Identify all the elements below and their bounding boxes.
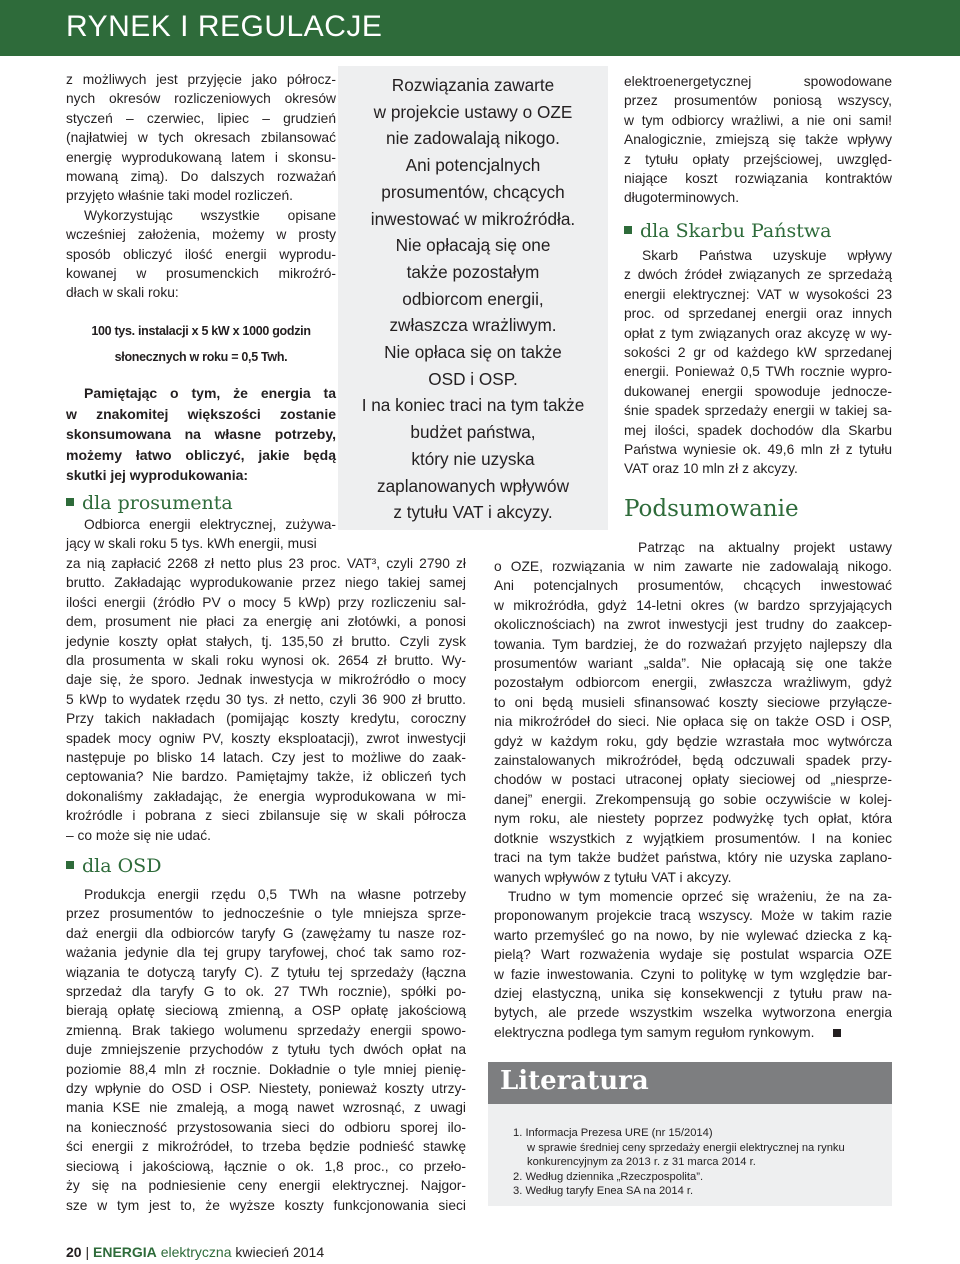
- literature-list: [513, 1126, 883, 1199]
- left-bold-text: [66, 383, 336, 486]
- text-line: zmienną. Brak takiego wolumenu sprzedaży energii spowo-: [66, 1022, 466, 1038]
- text-line: poziomie 88,4 mln zł rocznie. Dokładnie o tyle mniej pienię-: [66, 1061, 466, 1077]
- footer-separator: |: [85, 1244, 90, 1260]
- pullquote-line: zaplanowanych wpływów: [376, 475, 570, 496]
- pullquote-line: Nie opłacają się one: [395, 235, 551, 256]
- text-line: kroźródle i pobrana z sieci zbilansuje się w skali półrocza: [66, 808, 466, 824]
- left-intro-text: [66, 70, 336, 303]
- text-line: styczeń – czerwiec, lipiec – grudzień: [66, 110, 336, 126]
- text-line: dzy wpłynie do OSD i OSP. Niestety, ponieważ koszty utrzy-: [66, 1081, 466, 1097]
- pullquote-text: [338, 72, 608, 526]
- text-line: daje się, że sporo. Jednak inwestycja w mikroźródło o mocy: [66, 672, 466, 688]
- text-line: Wykorzystując wszystkie opisane: [84, 207, 336, 223]
- text-line: sze w tym jest to, że wyższe koszty funkcjonowania sieci: [66, 1197, 466, 1213]
- pullquote-line: odbiorcom energii,: [402, 288, 544, 309]
- text-line: możemy łatwo obliczyć, jakie będą: [66, 446, 336, 463]
- pullquote-line: Rozwiązania zawarte: [391, 75, 555, 95]
- text-line: proponowanym projekcie tracą wszyscy. Może w takim razie: [494, 908, 892, 924]
- text-line: (najłatwiej w tych okresach zbilansować: [66, 130, 336, 146]
- text-line: warto przemyśleć go na nowo, by nie wylewać dziecka z ką-: [494, 927, 892, 943]
- summary-heading: Podsumowanie: [624, 496, 799, 522]
- prosumer-heading: dla prosumenta: [66, 492, 233, 514]
- issue-date: kwiecień 2014: [235, 1244, 325, 1260]
- text-line: daż energii dla odbiorców taryfy G (zawężamy tu nasze roz-: [66, 925, 466, 941]
- pullquote-line: zwłaszcza wrażliwym.: [389, 315, 557, 336]
- bullet-square-icon: [66, 498, 74, 506]
- text-line: sieciową i jakościową, łącznie o ok. 1,8 proc., co przeło-: [66, 1158, 466, 1174]
- text-line: niające koszt rozwiązania kontraktów: [624, 171, 892, 187]
- text-line: towania. Tym bardziej, że do rozważań przyjęto najlepszy dla: [494, 636, 892, 652]
- pullquote-line: inwestować w mikroźródła.: [370, 208, 576, 229]
- footer: [66, 1244, 324, 1260]
- text-line: opłat z tym związanych oraz akcyzę w wy-: [624, 325, 892, 341]
- text-line: w fazie inwestowania. Czyni to politykę w tym względzie bar-: [494, 966, 892, 982]
- text-line: z dwóch źródeł związanych ze sprzedażą: [624, 267, 892, 283]
- text-line: traci na tym także budżet państwa, który nie uzyska zaplano-: [494, 850, 892, 866]
- text-line: proc. od sprzedanej energii oraz innych: [624, 306, 892, 322]
- text-line: duje zmniejszenie przychodów z tytułu tych dwóch opłat na: [66, 1042, 466, 1058]
- text-line: gdyż w każdym roku, gdy będzie wzrastała moc wytwórcza: [494, 733, 892, 749]
- pullquote-line: Nie opłaca się on także: [384, 342, 562, 363]
- text-line: Przy takich nakładach (pomijając koszty kredytu, coroczny: [66, 711, 466, 727]
- pullquote-line: Ani potencjalnych: [405, 155, 541, 176]
- text-line: Ani potencjalnych prosumentów, chcących inwestować: [494, 578, 892, 594]
- text-line: nym roku, ale niestety poprzez podwyżkę tych opłat, która: [494, 811, 892, 827]
- text-line: sokości 2 gr od każdego kW sprzedanej: [624, 345, 892, 361]
- text-line: Produkcja energii rzędu 0,5 TWh na własne potrzeby: [84, 887, 466, 902]
- summary-text: [494, 557, 892, 1042]
- pullquote-line: prosumentów, chcących: [381, 181, 565, 202]
- text-line: dukowanej energii spowoduje jednocze-: [624, 383, 892, 399]
- text-line: śnie spadek sprzedaży energii w takiej sa-: [624, 403, 892, 419]
- literature-item-continuation: w sprawie średniej ceny sprzedaży energii elektrycznej na rynku: [527, 1141, 845, 1154]
- bullet-square-icon: [66, 861, 74, 869]
- text-line: sposób obliczyć ilość energii wyprodu-: [66, 246, 336, 262]
- text-line: w mikroźródła, gdyż 14-letni okres (w bardzo sprzyjających: [494, 597, 892, 613]
- text-line: z tytułu opłaty przejściowej, uwzględ-: [624, 151, 892, 167]
- text-line: dla prosumenta w skali roku wynosi ok. 2654 zł brutto. Wy-: [66, 653, 466, 669]
- literature-item-continuation: konkurencyjnym za 2013 r. z 31 marca 2014 r.: [527, 1156, 756, 1168]
- text-line: Analogicznie, zmiejszą się także wpływy: [624, 132, 892, 148]
- right-top-text: [624, 72, 892, 208]
- end-of-article-square-icon: [833, 1029, 841, 1037]
- literature-heading: Literatura: [500, 1066, 649, 1096]
- text-line: elektroenergetycznej spowodowane: [624, 74, 892, 89]
- text-line: wiązania te dotyczą taryfy C). Z tytułu tej sprzedaży (łączna: [66, 964, 466, 980]
- pullquote-line: nie zadowalają nikogo.: [386, 128, 560, 149]
- literature-item-title: 2. Według dziennika „Rzeczpospolita”.: [513, 1170, 704, 1183]
- text-line: skonsumowana na własne potrzeby,: [66, 426, 336, 442]
- page-number: 20: [66, 1244, 82, 1260]
- text-line: prosumentów wariant „salda”. Nie opłacają się one także: [494, 656, 892, 672]
- magazine-name-rest: elektryczna: [160, 1244, 232, 1260]
- text-line: jący w skali roku 5 tys. kWh energii, musi: [66, 536, 317, 552]
- pullquote-line: także pozostałym: [406, 261, 540, 282]
- text-line: przez prosumentów to jednocześnie o tyle mniejsza sprze-: [66, 906, 466, 922]
- text-line: następuje po blisko 14 latach. Czy jest to możliwe do zaak-: [66, 750, 466, 766]
- text-line: mej ilości, spadek dochodów dla Skarbu: [624, 422, 892, 438]
- magazine-name: ENERGIA: [93, 1244, 157, 1260]
- text-line: Skarb Państwa uzyskuje wpływy: [642, 248, 892, 263]
- text-line: ilości energii (źródło PV o mocy 5 kWp) przy rozliczeniu sal-: [66, 594, 466, 610]
- literature-item-title: 1. Informacja Prezesa URE (nr 15/2014): [513, 1127, 713, 1139]
- text-line: dłach w skali roku:: [66, 285, 179, 301]
- text-line: przez prosumentów poniosą wszyscy,: [624, 93, 892, 109]
- formula-line: słonecznych w roku = 0,5 Twh.: [114, 350, 288, 364]
- literature-item: [513, 1126, 883, 1170]
- pullquote-line: w projekcie ustawy o OZE: [373, 101, 573, 122]
- text-line: energii elektrycznej: VAT w wysokości 23: [624, 286, 892, 302]
- text-line: zainstalowanych mikroźródeł, będą odczuwali spadek przy-: [494, 753, 892, 769]
- text-line: energię wyprodukowaną latem i skonsu-: [66, 149, 336, 165]
- literature-item-title: 3. Według taryfy Enea SA na 2014 r.: [513, 1185, 694, 1197]
- text-line: skutki jej wyprodukowania:: [66, 467, 249, 483]
- text-line: dokonaliśmy zakładając, że energia wyprodukowana w mi-: [66, 788, 466, 804]
- pullquote-line: I na koniec traci na tym także: [361, 395, 585, 416]
- text-line: okolicznościach) na zwrot inwestycji jest trudny do zaakcep-: [494, 617, 892, 633]
- treasury-heading: dla Skarbu Państwa: [624, 220, 831, 242]
- text-line: VAT oraz 10 mln zł z akcyzy.: [624, 461, 798, 477]
- pullquote-line: który nie uzyska: [411, 448, 535, 469]
- text-line: sprzedaż dla taryfy G to ok. 27 TWh rocznie), spółki po-: [66, 984, 466, 1000]
- text-line: nia mikroźródeł do sieci. Nie opłaca się on także OSD i OSP,: [494, 714, 892, 730]
- text-line: nych okresów rozliczeniowych okresów: [66, 91, 336, 107]
- text-line: wcześniej założenia, możemy w prosty: [66, 227, 336, 243]
- text-line: w tym odbiorcy wrażliwi, a nie oni sami!: [624, 112, 892, 128]
- osd-heading: dla OSD: [66, 855, 161, 877]
- prosumer-text-wide: [66, 554, 466, 845]
- text-line: dziej elastyczną, unika się konsekwencji z tytułu praw na-: [494, 985, 892, 1001]
- text-line: Państwa wyniesie ok. 49,6 mln zł z tytułu: [624, 442, 892, 458]
- text-line: bierają opłatę sieciową zmienną, a OSP opłatę jakościową: [66, 1003, 466, 1019]
- section-title: RYNEK I REGULACJE: [66, 10, 383, 43]
- text-line: brutto. Zakładając wyprodukowanie przez niego takiej samej: [66, 575, 466, 591]
- text-line: kowanej w prosumenckich mikroźró-: [66, 266, 336, 282]
- text-line: danej” energii. Zrekompensują go sobie oczywiście w kolej-: [494, 791, 892, 807]
- text-line: Pamiętając o tym, że energia ta: [84, 385, 336, 401]
- text-line: przyjęto właśnie taki model rozliczeń.: [66, 188, 293, 204]
- text-line: dem, prosument nie płaci za energię ani złotówki, a ponosi: [66, 614, 466, 630]
- text-line: energii. Ponieważ 0,5 TWh rocznie wypro-: [624, 364, 892, 380]
- prosumer-text-narrow: [66, 515, 336, 554]
- text-line: Odbiorca energii elektrycznej, zużywa-: [84, 517, 336, 532]
- text-line: za nią zapłacić 2268 zł netto plus 23 proc. VAT³, czyli 2790 zł: [66, 556, 466, 571]
- text-line: o OZE, rozwiązania w nim zawarte nie zadowalają nikogo.: [494, 559, 892, 574]
- osd-text: [66, 885, 466, 1215]
- text-line: z możliwych jest przyjęcie jako półrocz-: [66, 72, 336, 87]
- text-line: na konieczność przystosowania sieci do odbioru sporej ilo-: [66, 1119, 466, 1135]
- formula-line: 100 tys. instalacji x 5 kW x 1000 godzin: [91, 324, 311, 338]
- text-line: spadek mocy ogniw PV, koszty eksploatacji), zwrot inwestycji: [66, 730, 466, 746]
- text-line: to oni będą musieli sfinansować koszty sieciowe przyłącze-: [494, 694, 892, 710]
- text-line: Trudno w tym momencie oprzeć się wrażeniu, że na za-: [508, 888, 892, 904]
- text-line: Patrząc na aktualny projekt ustawy: [638, 540, 892, 555]
- text-line: pielą? Wart rozważenia wydaje się postulat wsparcia OZE: [494, 947, 892, 963]
- text-line: dotknie wszystkich z wyjątkiem prosumentów. I na koniec: [494, 830, 892, 846]
- literature-item: [513, 1184, 883, 1199]
- text-line: chodów w postaci utraconej opłaty sieciowej od „niesprze-: [494, 772, 892, 788]
- literature-item: [513, 1170, 883, 1185]
- text-line: ważania jedynie dla tej grupy taryfowej, choć tak samo roz-: [66, 945, 466, 961]
- formula: [66, 318, 336, 370]
- text-line: ści energii z mikroźródeł, to trzeba będzie podnieść stawkę: [66, 1139, 466, 1155]
- text-line: pozostałym odbiorcom energii, zwłaszcza wrażliwym, gdyż: [494, 675, 892, 691]
- pullquote-line: budżet państwa,: [410, 422, 536, 443]
- text-line: ceptowania? Nie bardzo. Pamiętajmy także, iż obliczeń tych: [66, 769, 466, 785]
- treasury-text: [624, 246, 892, 479]
- text-line: – co może się nie udać.: [66, 827, 211, 843]
- text-line: 5 kWp to wydatek rzędu 30 tys. zł netto, czyli 36 900 zł brutto.: [66, 691, 466, 707]
- text-line: elektryczna podlega tym samym regułom rynkowym.: [494, 1023, 892, 1042]
- text-line: mania KSE nie zmaleją, a mogą nawet wzrosnąć, z uwagi: [66, 1100, 466, 1116]
- pullquote-line: OSD i OSP.: [428, 368, 518, 389]
- text-line: wanych wpływów z tytułu VAT i akcyzy.: [494, 869, 732, 885]
- text-line: długoterminowych.: [624, 190, 740, 206]
- text-line: mowaną zimą). Do dalszych rozważań: [66, 169, 336, 185]
- text-line: jedynie koszty opłat stałych, tj. 135,50 zł brutto. Czyli zysk: [66, 633, 466, 649]
- pullquote-line: z tytułu VAT i akcyzy.: [393, 502, 553, 523]
- text-line: ży się na podniesienie ceny energii elektrycznej. Najgor-: [66, 1178, 466, 1194]
- bullet-square-icon: [624, 226, 632, 234]
- text-line: bytych, ale przede wszystkim wszelka wytworzona energia: [494, 1005, 892, 1021]
- text-line: w znakomitej większości zostanie: [66, 405, 336, 422]
- summary-first-line: [624, 538, 892, 557]
